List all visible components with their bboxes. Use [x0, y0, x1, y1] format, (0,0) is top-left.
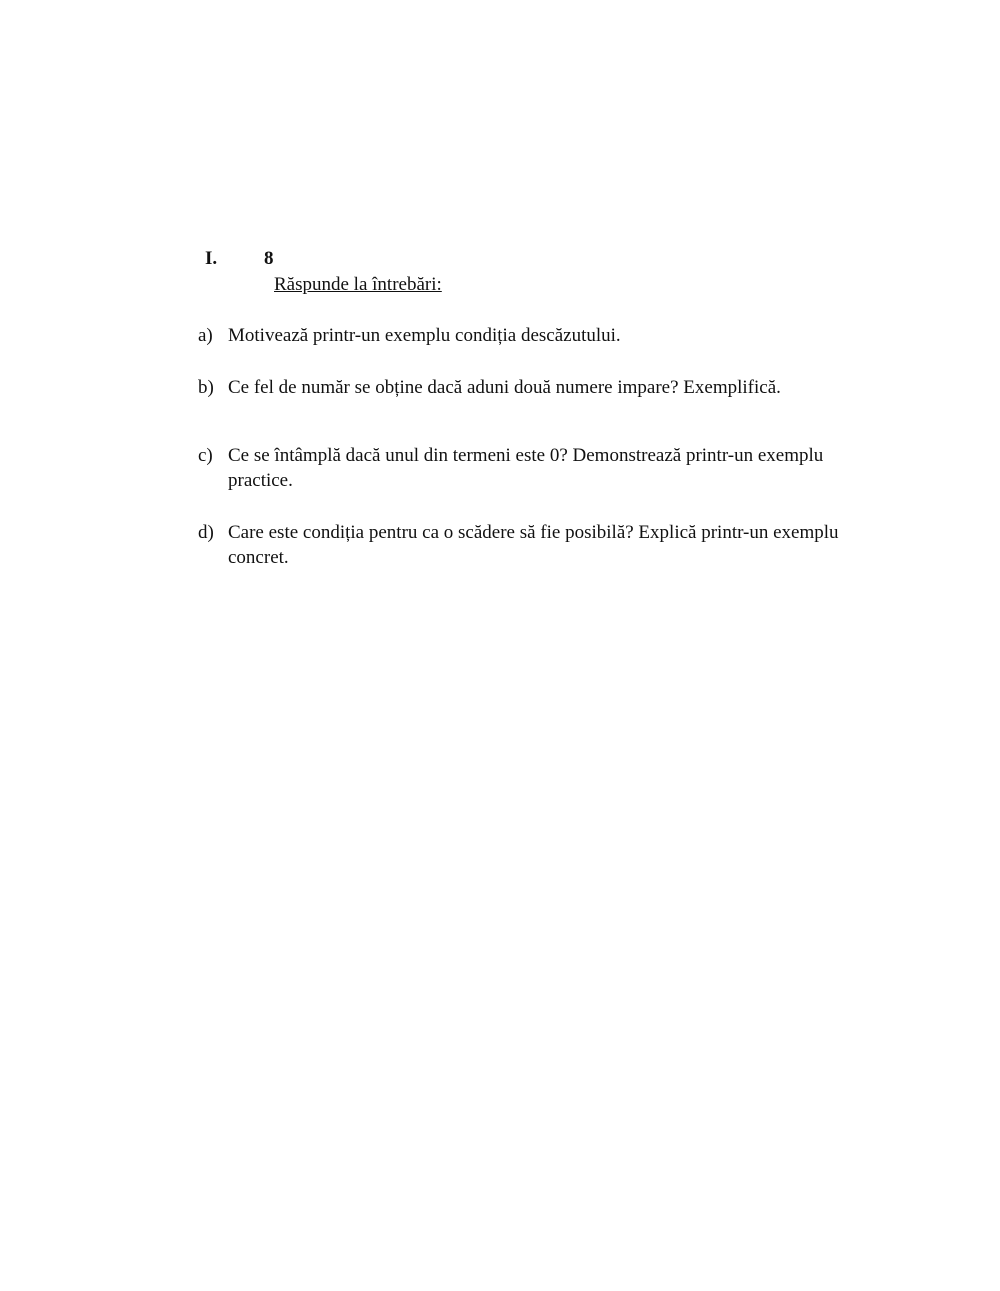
question-text-line-1: Care este condiția pentru ca o scădere să fie posibilă? Explică printr-un exemplu — [228, 522, 839, 543]
instruction-text: Răspunde la întrebări: — [274, 274, 442, 295]
question-text: Ce fel de număr se obține dacă aduni două numere impare? Exemplifică. — [228, 377, 781, 398]
question-letter: b) — [198, 377, 214, 398]
question-text-line-1: Ce se întâmplă dacă unul din termeni este 0? Demonstrează printr-un exemplu — [228, 445, 824, 466]
question-text — [228, 520, 868, 570]
question-text-line-2: practice. — [228, 470, 293, 491]
question-text — [228, 443, 868, 493]
section-count: 8 — [264, 248, 274, 269]
question-text-line-2: concret. — [228, 547, 289, 568]
question-letter: c) — [198, 445, 213, 466]
section-numeral: I. — [205, 248, 218, 269]
question-text: Motivează printr-un exemplu condiția descăzutului. — [228, 325, 621, 346]
question-letter: a) — [198, 325, 213, 346]
question-letter: d) — [198, 522, 214, 543]
